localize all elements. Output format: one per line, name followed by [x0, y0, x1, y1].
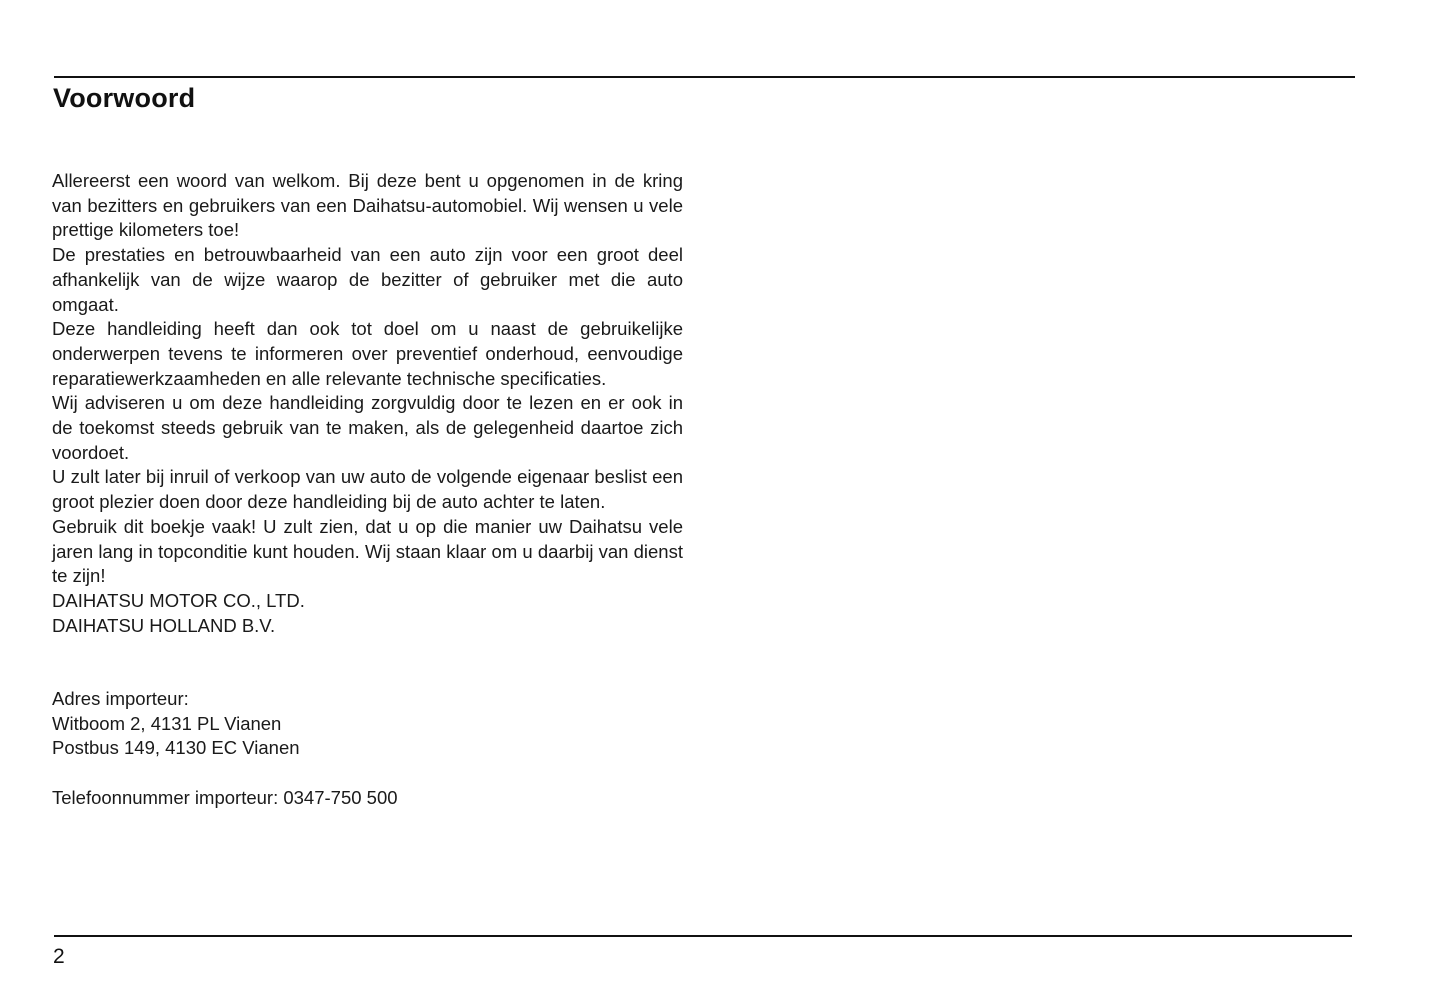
text-line: van bezitters en gebruikers van een Daihatsu-automobiel. Wij wensen u vele — [52, 194, 683, 216]
text-line: jaren lang in topconditie kunt houden. Wij staan klaar om u daarbij van dienst — [52, 540, 683, 562]
text-line: Allereerst een woord van welkom. Bij deze bent u opgenomen in de kring — [52, 170, 683, 191]
address-street: Witboom 2, 4131 PL Vianen — [52, 712, 282, 734]
text-line: te zijn! — [52, 565, 106, 587]
company-name: DAIHATSU HOLLAND B.V. — [52, 614, 276, 636]
text-line: reparatiewerkzaamheden en alle relevante technische specificaties. — [52, 367, 607, 389]
importer-address — [52, 687, 692, 761]
page-title: Voorwoord — [53, 83, 196, 113]
top-divider — [54, 76, 1355, 78]
page-number: 2 — [53, 945, 65, 968]
text-line: de toekomst steeds gebruik van te maken, als de gelegenheid daartoe zich — [52, 417, 683, 439]
address-postbox: Postbus 149, 4130 EC Vianen — [52, 737, 300, 759]
text-line: U zult later bij inruil of verkoop van uw auto de volgende eigenaar beslist een — [52, 466, 683, 488]
company-name: DAIHATSU MOTOR CO., LTD. — [52, 590, 305, 611]
importer-phone — [52, 786, 692, 811]
phone-text: Telefoonnummer importeur: 0347-750 500 — [52, 787, 398, 808]
text-line: afhankelijk van de wijze waarop de bezitter of gebruiker met die auto omgaat. — [52, 268, 683, 315]
text-line: groot plezier doen door deze handleiding bij de auto achter te laten. — [52, 491, 606, 513]
bottom-divider — [54, 935, 1352, 937]
text-line: onderwerpen tevens te informeren over preventief onderhoud, eenvoudige — [52, 342, 683, 364]
text-line: Wij adviseren u om deze handleiding zorgvuldig door te lezen en er ook in — [52, 392, 683, 414]
text-line: Gebruik dit boekje vaak! U zult zien, dat u op die manier uw Daihatsu vele — [52, 515, 683, 537]
text-line: Deze handleiding heeft dan ook tot doel om u naast de gebruikelijke — [52, 318, 683, 340]
address-label: Adres importeur: — [52, 688, 189, 709]
text-line: prettige kilometers toe! — [52, 219, 240, 241]
intro-paragraph — [52, 169, 692, 589]
text-line: voordoet. — [52, 441, 130, 463]
signature-block — [52, 589, 692, 638]
text-line: De prestaties en betrouwbaarheid van een auto zijn voor een groot deel — [52, 244, 683, 266]
